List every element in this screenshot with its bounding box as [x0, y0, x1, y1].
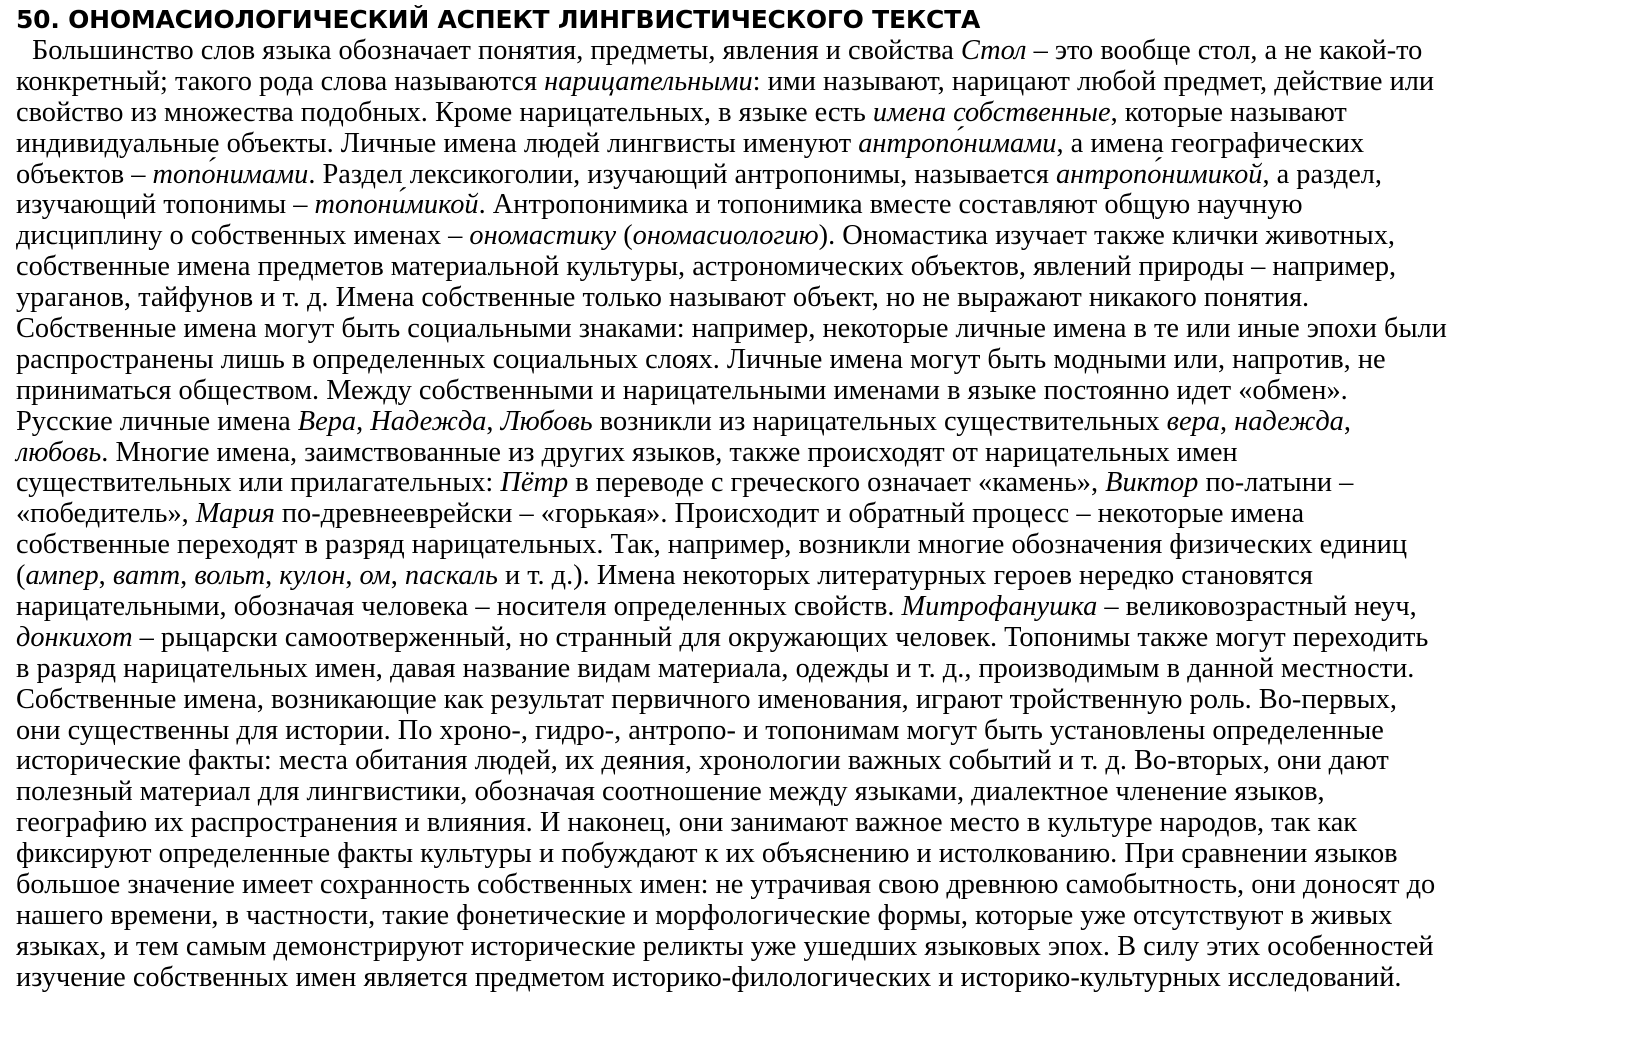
text-run: «победитель»,: [16, 498, 196, 530]
italic-term: Вера: [297, 405, 357, 437]
text-run: и т. д.). Имена некоторых литературных героев нередко становятся: [497, 560, 1313, 592]
text-line: [16, 283, 1644, 314]
text-run: . Раздел лексикоголии, изучающий антропонимы, называется: [308, 158, 1056, 190]
text-run: ураганов, тайфунов и т. д. Имена собственные только называют объект, но не выражают никакого понятия.: [16, 282, 1310, 314]
text-run: ,: [98, 560, 113, 592]
text-line: [16, 839, 1644, 870]
text-run: ,: [356, 405, 371, 437]
italic-term: Пётр: [500, 467, 569, 499]
text-run: индивидуальные объекты. Личные имена людей лингвисты именуют: [16, 127, 859, 159]
text-run: . Многие имена, заимствованные из других языков, также происходят от нарицательных имен: [101, 436, 1238, 468]
text-run: нарицательными, обозначая человека – носителя определенных свойств.: [16, 591, 902, 623]
text-line: [16, 438, 1644, 469]
text-run: распространены лишь в определенных социальных слоях. Личные имена могут быть модными или, напротив, не: [16, 343, 1386, 375]
italic-term: имена собственные: [872, 96, 1111, 128]
italic-term: донкихот: [16, 621, 133, 653]
text-run: , а имена географических: [1056, 127, 1365, 159]
text-run: по-латыни –: [1198, 467, 1354, 499]
text-run: языках, и тем самым демонстрируют исторические реликты уже ушедших языковых эпох. В силу этих особенностей: [16, 930, 1434, 962]
italic-term: паскаль: [404, 560, 498, 592]
italic-term: ампер: [25, 560, 99, 592]
text-line: [16, 932, 1644, 963]
text-run: по-древнееврейски – «горькая». Происходит и обратный процесс – некоторые имена: [274, 498, 1305, 530]
text-line: [16, 963, 1644, 994]
text-run: (: [16, 560, 26, 592]
italic-term: кулон: [279, 560, 346, 592]
text-run: географию их распространения и влияния. И наконец, они занимают важное место в культуре народов, так как: [16, 807, 1358, 839]
text-run: Большинство слов языка обозначает понятия, предметы, явления и свойства: [31, 35, 961, 66]
text-run: ,: [1343, 405, 1351, 437]
text-run: Собственные имена могут быть социальными знаками: например, некоторые личные имена в те или иные эпохи были: [16, 313, 1447, 345]
italic-term: Любовь: [500, 405, 593, 437]
text-line: [16, 592, 1644, 623]
text-run: ). Ономастика изучает также клички животных,: [818, 220, 1395, 252]
text-line: [16, 252, 1644, 283]
text-line: [16, 376, 1644, 407]
text-line: [16, 561, 1644, 592]
text-line: [16, 530, 1644, 561]
text-run: фиксируют определенные факты культуры и побуждают к их объяснению и истолкованию. При сравнении языков: [16, 838, 1398, 870]
text-line: [16, 746, 1644, 777]
text-run: собственные переходят в разряд нарицательных. Так, например, возникли многие обозначения физических единиц: [16, 529, 1408, 561]
text-run: Собственные имена, возникающие как результат первичного именования, играют тройственную роль. Во-первых,: [16, 683, 1397, 715]
italic-term: ономасиологию: [632, 220, 819, 252]
text-line: [16, 160, 1644, 191]
italic-term: любовь: [16, 436, 102, 468]
text-run: , которые называют: [1110, 96, 1347, 128]
italic-term: вера: [1166, 405, 1220, 437]
text-line: [16, 654, 1644, 685]
italic-term: антропо́нимами: [858, 127, 1057, 159]
text-run: ,: [265, 560, 280, 592]
text-run: : ими называют, нарицают любой предмет, действие или: [752, 65, 1435, 97]
text-run: ,: [345, 560, 360, 592]
text-run: приниматься обществом. Между собственными и нарицательными именами в языке постоянно идет «обмен».: [16, 374, 1348, 406]
text-run: ,: [180, 560, 195, 592]
italic-term: Стол: [960, 35, 1027, 66]
section-title: 50. ОНОМАСИОЛОГИЧЕСКИЙ АСПЕКТ ЛИНГВИСТИЧЕСКОГО ТЕКСТА: [16, 5, 981, 34]
text-run: исторические факты: места обитания людей, их деяния, хронологии важных событий и т. д. Во-вторых, они дают: [16, 745, 1389, 777]
text-run: полезный материал для лингвистики, обозначая соотношение между языками, диалектное членение языков,: [16, 776, 1325, 808]
text-run: объектов –: [16, 158, 153, 190]
text-line: [16, 67, 1644, 98]
text-run: ,: [390, 560, 405, 592]
italic-term: ом: [359, 560, 391, 592]
text-run: собственные имена предметов материальной культуры, астрономических объектов, явлений природы – например,: [16, 251, 1397, 283]
text-run: существительных или прилагательных:: [16, 467, 501, 499]
text-line: [16, 808, 1644, 839]
italic-term: Надежда: [370, 405, 487, 437]
italic-term: антропо́нимикой: [1055, 158, 1263, 190]
text-line: [16, 623, 1644, 654]
text-run: дисциплину о собственных именах –: [16, 220, 470, 252]
italic-term: ватт: [112, 560, 181, 592]
text-line: [16, 190, 1644, 221]
text-run: изучение собственных имен является предметом историко-филологических и историко-культурных исследований.: [16, 961, 1402, 993]
text-line: [16, 314, 1644, 345]
text-run: – рыцарски самоотверженный, но странный для окружающих человек. Топонимы также могут переходить: [132, 621, 1429, 653]
text-run: ,: [486, 405, 501, 437]
text-line: [16, 499, 1644, 530]
text-run: , а раздел,: [1262, 158, 1383, 190]
text-line: [16, 129, 1644, 160]
text-run: они существенны для истории. По хроно-, гидро-, антропо- и топонимам могут быть установлены определенные: [16, 714, 1384, 746]
body-text: [16, 36, 1646, 994]
text-line: [16, 407, 1644, 438]
document-page: [16, 4, 1646, 994]
text-run: Русские личные имена: [16, 405, 298, 437]
italic-term: надежда: [1234, 405, 1344, 437]
text-run: возникли из нарицательных существительных: [592, 405, 1167, 437]
text-run: свойство из множества подобных. Кроме нарицательных, в языке есть: [16, 96, 873, 128]
text-run: конкретный; такого рода слова называются: [16, 65, 545, 97]
text-run: – это вообще стол, а не какой-то: [1026, 35, 1423, 66]
text-line: [16, 98, 1644, 129]
italic-term: Виктор: [1105, 467, 1199, 499]
italic-term: топо́нимами: [152, 158, 309, 190]
italic-term: вольт: [194, 560, 266, 592]
text-line: [16, 36, 1644, 67]
text-line: [16, 685, 1644, 716]
text-line: [16, 870, 1644, 901]
text-line: [16, 468, 1644, 499]
italic-term: топони́микой: [314, 189, 479, 221]
text-run: (: [616, 220, 633, 252]
text-run: . Антропонимика и топонимика вместе составляют общую научную: [478, 189, 1303, 221]
text-line: [16, 221, 1644, 252]
text-run: в переводе с греческого означает «камень»,: [568, 467, 1106, 499]
text-line: [16, 716, 1644, 747]
italic-term: Митрофанушка: [901, 591, 1098, 623]
text-run: большое значение имеет сохранность собственных имен: не утрачивая свою древнюю самобытность, они доносят до: [16, 869, 1436, 901]
italic-term: ономастику: [469, 220, 617, 252]
text-run: изучающий топонимы –: [16, 189, 315, 221]
text-run: в разряд нарицательных имен, давая название видам материала, одежды и т. д., производимым в данной местности.: [16, 652, 1415, 684]
italic-term: Мария: [195, 498, 275, 530]
text-line: [16, 345, 1644, 376]
text-run: нашего времени, в частности, такие фонетические и морфологические формы, которые уже отсутствуют в живых: [16, 899, 1393, 931]
text-line: [16, 901, 1644, 932]
italic-term: нарицательными: [544, 65, 753, 97]
text-line: [16, 777, 1644, 808]
text-run: – великовозрастный неуч,: [1097, 591, 1417, 623]
text-run: ,: [1219, 405, 1235, 437]
